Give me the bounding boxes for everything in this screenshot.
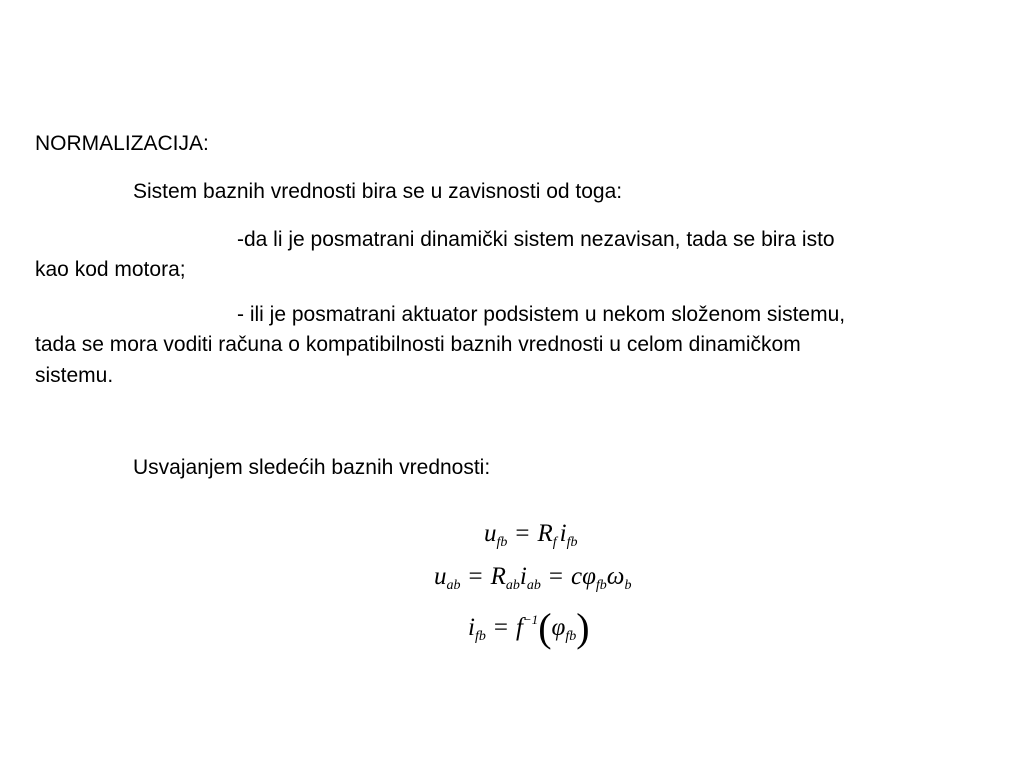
eq3-f: f [515,614,523,641]
eq2-R: R [490,563,506,590]
eq3-i-sub: fb [474,629,486,644]
eq2-i-sub: ab [526,578,541,593]
eq2-omega-sub: b [624,578,632,593]
equation-2 [434,563,631,594]
eq2-phi: φ [582,563,596,590]
heading: NORMALIZACIJA: [35,132,209,155]
eq3-f-sup: −1 [522,612,539,627]
eq2-u: u [434,563,447,590]
item2-line3: sistemu. [35,364,114,387]
equation-3 [468,604,590,651]
eq2-phi-sub: fb [595,578,607,593]
eq1-i: i [559,520,567,547]
eq1-equals: = [515,520,530,547]
eq3-phi: φ [551,614,566,641]
eq3-phi-sub: fb [565,629,577,644]
eq2-i: i [519,563,527,590]
eq2-c: c [570,563,583,590]
eq2-equals-1: = [468,563,483,590]
eq2-omega: ω [606,563,625,590]
item1-line1: -da li je posmatrani dinamički sistem nezavisan, tada se bira isto [237,228,835,251]
intro-line: Sistem baznih vrednosti bira se u zavisnosti od toga: [133,180,623,203]
item2-line2: tada se mora voditi računa o kompatibilnosti baznih vrednosti u celom dinamičkom [35,333,801,356]
eq1-R: R [537,520,553,547]
eq1-u-sub: fb [496,535,508,550]
usvajanjem-line: Usvajanjem sledećih baznih vrednosti: [133,456,491,479]
eq3-right-paren: ) [576,605,590,650]
eq1-u: u [484,520,497,547]
item2-line1: - ili je posmatrani aktuator podsistem u nekom složenom sistemu, [237,303,846,326]
eq2-u-sub: ab [446,578,461,593]
eq1-i-sub: fb [566,535,578,550]
eq2-R-sub: ab [505,578,520,593]
eq2-equals-2: = [548,563,563,590]
eq3-left-paren: ( [538,605,552,650]
item1-line2: kao kod motora; [35,258,186,281]
eq3-i: i [468,614,475,641]
eq3-equals: = [493,614,508,641]
eq1-R-sub: f [552,535,557,550]
equation-1 [484,520,578,551]
